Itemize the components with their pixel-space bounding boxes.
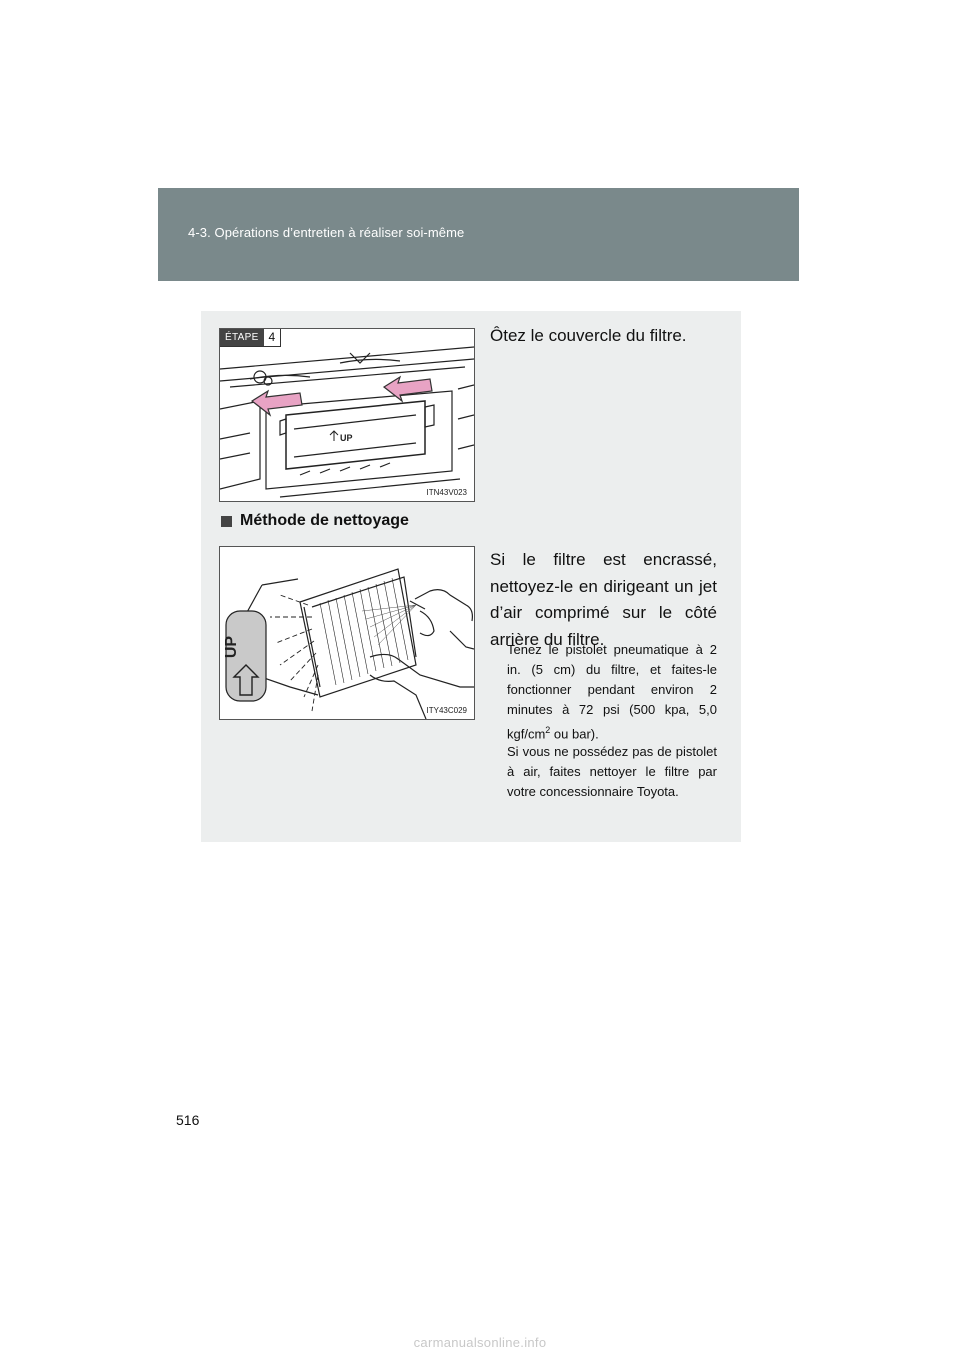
note-air-pressure-text: Tenez le pistolet pneumatique à 2 in. (5 cm) du filtre, et faites-le fonctionner pendant environ 2 minutes à 72 psi (500 kpa, 5,0 kgf/cm: [507, 642, 717, 742]
figure-up-label: UP: [223, 635, 240, 659]
step-badge-number: 4: [268, 330, 276, 344]
note-air-pressure: [507, 640, 717, 744]
section-heading: [221, 512, 409, 530]
figure-code: ITY43C029: [426, 706, 467, 715]
figure-cleaning: [219, 546, 475, 720]
note-no-air-gun: Si vous ne possédez pas de pistolet à air, faites nettoyer le filtre par votre concessionnaire Toyota.: [507, 744, 717, 799]
header-band: [158, 188, 799, 281]
bullet-square-icon: [221, 516, 232, 527]
step-badge-label: ÉTAPE: [220, 329, 264, 346]
figure-up-label: UP: [340, 433, 353, 443]
section-heading-text: Méthode de nettoyage: [240, 512, 409, 529]
filter-cover-illustration: [220, 329, 474, 501]
page-number: 516: [176, 1112, 200, 1128]
superscript: 2: [545, 725, 551, 735]
note-air-pressure-end: ou bar).: [550, 726, 599, 742]
step-instruction: Ôtez le couvercle du filtre.: [490, 326, 687, 345]
figure-remove-cover: [219, 328, 475, 502]
watermark: carmanualsonline.info: [413, 1335, 547, 1350]
cleaning-instruction: Si le filtre est encrassé, nettoyez-le en dirigeant un jet d’air comprimé sur le côté arrière du filtre.: [490, 550, 717, 649]
air-cleaning-illustration: [220, 547, 474, 719]
section-title: 4-3. Opérations d’entretien à réaliser soi-même: [188, 225, 465, 240]
step-badge: [220, 329, 281, 347]
figure-code: ITN43V023: [426, 488, 467, 497]
